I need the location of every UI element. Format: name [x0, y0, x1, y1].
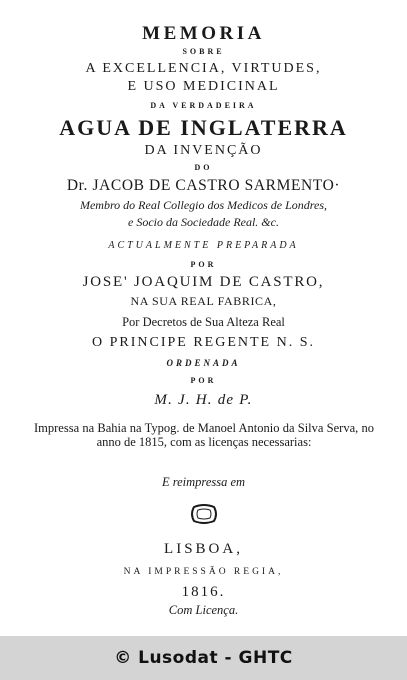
author-society: e Socio da Sociedade Real. &c. [128, 215, 279, 229]
title-agua-de-inglaterra: AGUA DE INGLATERRA [59, 115, 348, 140]
printer-ornament-icon [190, 503, 218, 525]
colophon-license: Com Licença. [168, 603, 239, 617]
title-memoria: MEMORIA [142, 23, 265, 44]
title-excellencia: A EXCELLENCIA, VIRTUDES, [85, 61, 322, 76]
colophon-city: LISBOA, [164, 541, 243, 557]
ordenada-por: POR [190, 376, 217, 385]
imprint-paragraph: Impressa na Bahia na Typog. de Manoel Antonio da Silva Serva, no anno de 1815, com as licenças necessarias: [34, 421, 374, 449]
author-membership: Membro do Real Collegio dos Medicos de Londres, [79, 198, 328, 212]
prepared-por: POR [190, 260, 217, 269]
watermark-text: © Lusodat - GHTC [114, 648, 293, 668]
title-da-verdadeira: DA VERDADEIRA [150, 101, 257, 110]
decretos: Por Decretos de Sua Alteza Real [122, 315, 285, 329]
principe-regente: O PRINCIPE REGENTE N. S. [91, 335, 315, 350]
title-da-invencao: DA INVENÇÃO [144, 143, 263, 158]
title-sobre: SOBRE [182, 47, 225, 56]
author-name: Dr. JACOB DE CASTRO SARMENTO· [66, 177, 341, 194]
colophon-press: NA IMPRESSÃO REGIA, [123, 567, 284, 577]
preparer-name: JOSE' JOAQUIM DE CASTRO, [82, 274, 325, 290]
colophon-year: 1816. [181, 584, 226, 600]
real-fabrica: NA SUA REAL FABRICA, [130, 294, 277, 308]
prepared-heading: ACTUALMENTE PREPARADA [108, 240, 299, 251]
title-do: DO [194, 163, 213, 172]
author-initials: M. J. H. de P. [154, 392, 253, 408]
title-uso-medicinal: E USO MEDICINAL [127, 79, 280, 94]
watermark-bar [0, 636, 407, 680]
reprint-line: E reimpressa em [161, 475, 246, 489]
ordenada: ORDENADA [166, 358, 241, 368]
